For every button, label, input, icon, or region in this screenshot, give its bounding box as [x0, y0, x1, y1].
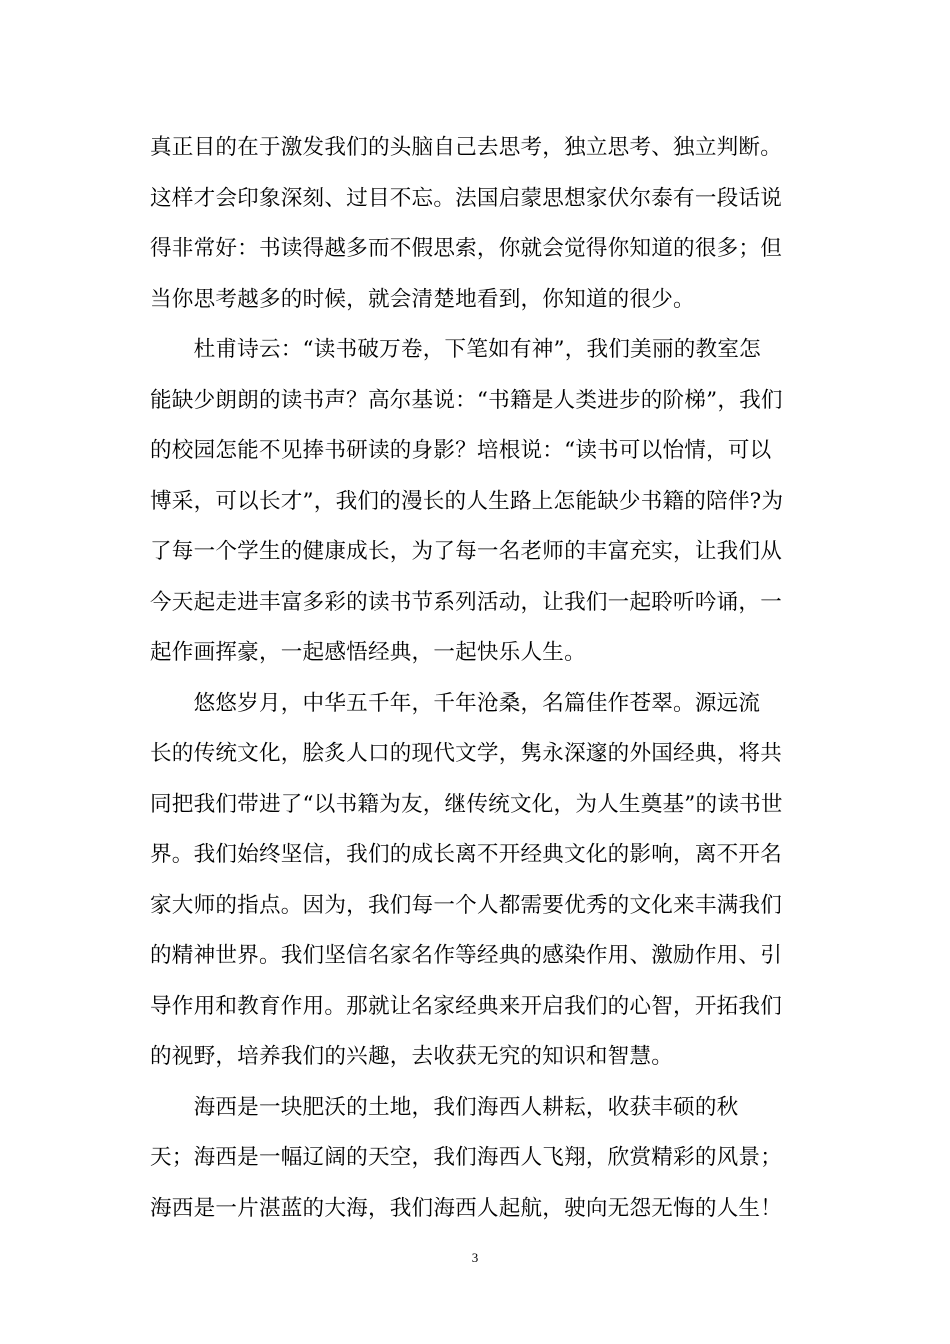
text-line: 今天起走进丰富多彩的读书节系列活动，让我们一起聆听吟诵，一 — [150, 589, 783, 615]
text-line: 海西是一片湛蓝的大海，我们海西人起航，驶向无怨无悔的人生！ — [150, 1195, 783, 1221]
text-line: 杜甫诗云：“读书破万卷，下笔如有神”，我们美丽的教室怎 — [150, 337, 761, 362]
text-line: 能缺少朗朗的读书声？高尔基说：“书籍是人类进步的阶梯”，我们 — [150, 387, 783, 413]
body-text — [150, 128, 810, 1239]
text-line: 的视野，培养我们的兴趣，去收获无究的知识和智慧。 — [150, 1044, 674, 1069]
text-line: 长的传统文化，脍炙人口的现代文学，隽永深邃的外国经典，将共 — [150, 741, 783, 766]
text-line: 这样才会印象深刻、过目不忘。法国启蒙思想家伏尔泰有一段话说 — [150, 185, 783, 211]
text-line: 悠悠岁月，中华五千年，千年沧桑，名篇佳作苍翠。源远流 — [150, 690, 761, 716]
text-line: 的校园怎能不见捧书研读的身影？培根说：“读书可以怡情，可以 — [150, 438, 772, 463]
text-line: 家大师的指点。因为，我们每一个人都需要优秀的文化来丰满我们 — [150, 892, 783, 918]
text-line: 海西是一块肥沃的土地，我们海西人耕耘，收获丰硕的秋 — [150, 1094, 739, 1120]
text-line: 了每一个学生的健康成长，为了每一名老师的丰富充实，让我们从 — [150, 539, 783, 564]
text-line: 导作用和教育作用。那就让名家经典来开启我们的心智，开拓我们 — [150, 993, 783, 1019]
text-line: 的精神世界。我们坚信名家名作等经典的感染作用、激励作用、引 — [150, 943, 783, 968]
text-line: 真正目的在于激发我们的头脑自己去思考，独立思考、独立判断。 — [150, 135, 783, 160]
text-line: 起作画挥豪，一起感悟经典，一起快乐人生。 — [150, 640, 586, 665]
text-line: 当你思考越多的时候，就会清楚地看到，你知道的很少。 — [150, 286, 695, 312]
text-line: 得非常好：书读得越多而不假思索，你就会觉得你知道的很多；但 — [150, 236, 783, 261]
text-line: 博采，可以长才”，我们的漫长的人生路上怎能缺少书籍的陪伴?为 — [150, 488, 784, 514]
text-line: 界。我们始终坚信，我们的成长离不开经典文化的影响，离不开名 — [150, 842, 783, 867]
text-line: 同把我们带进了“以书籍为友，继传统文化，为人生奠基”的读书世 — [150, 791, 783, 817]
page-number: 3 — [471, 1250, 479, 1265]
text-line: 天；海西是一幅辽阔的天空，我们海西人飞翔，欣赏精彩的风景； — [150, 1145, 783, 1170]
